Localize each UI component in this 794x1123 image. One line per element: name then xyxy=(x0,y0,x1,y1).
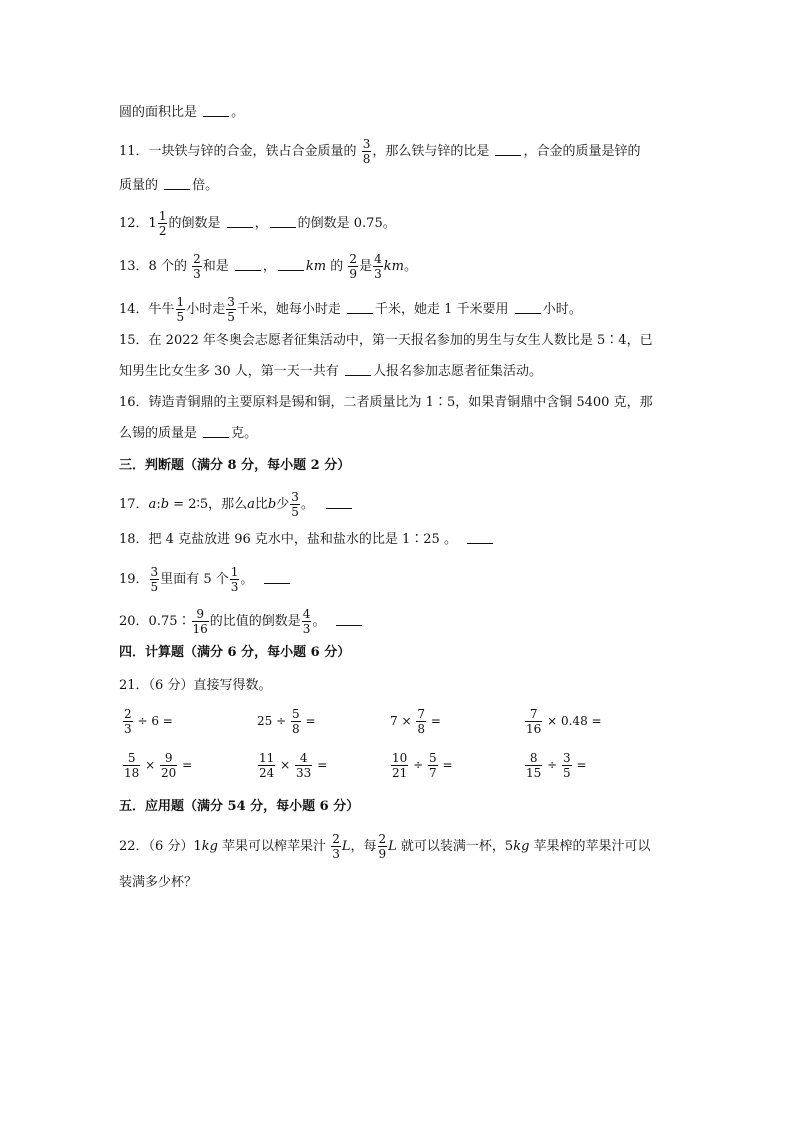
answer-blank[interactable] xyxy=(227,227,253,228)
question-22: 22．（6 分）1kg 苹果可以榨苹果汁 $\frac{2}{3}$ L，每 $\frac{2}{9}$ L 就可以装满一杯，5kg 苹果榨的苹果汁可以 xyxy=(119,832,651,861)
answer-blank[interactable] xyxy=(467,543,493,544)
fraction: $\frac{2}{3}$ xyxy=(332,832,340,861)
calc-item-8: $\frac{8}{15}$ ÷ $\frac{3}{5}$ = xyxy=(526,751,587,780)
answer-blank[interactable] xyxy=(515,313,541,314)
answer-blank[interactable] xyxy=(264,583,290,584)
question-21: 21．（6 分）直接写得数。 xyxy=(119,678,272,693)
fraction: $\frac{3}{5}$ xyxy=(291,490,299,519)
fraction: $\frac{3}{5}$ xyxy=(227,295,235,324)
question-15: 15．在 2022 年冬奥会志愿者征集活动中，第一天报名参加的男生与女生人数比是 5∶4，已 xyxy=(119,333,653,348)
question-20: 20．0.75∶ $\frac{9}{16}$ 的比值的倒数是 $\frac{4}{3}$ 。 xyxy=(119,608,364,635)
calc-item-6: $\frac{11}{24}$ × $\frac{4}{33}$ = xyxy=(259,751,328,780)
fraction: $\frac{3}{8}$ xyxy=(362,137,371,166)
calc-item-3: 7 × $\frac{7}{8}$ = xyxy=(390,707,441,736)
question-13: 13．8 个的 $\frac{2}{3}$ 和是 ， km 的 $\frac{2}{9}$ 是 $\frac{4}{3}$ km。 xyxy=(119,252,417,281)
answer-blank[interactable] xyxy=(345,375,371,376)
fraction: $\frac{9}{16}$ xyxy=(192,607,208,636)
question-15-cont: 知男生比女生多 30 人，第一天一共有 人报名参加志愿者征集活动。 xyxy=(119,364,542,379)
fraction: $\frac{2}{9}$ xyxy=(378,832,387,861)
answer-blank[interactable] xyxy=(347,313,373,314)
answer-blank[interactable] xyxy=(326,508,352,509)
calc-item-4: $\frac{7}{16}$ × 0.48 = xyxy=(526,707,602,736)
question-17: 17．a:b = 2∶5，那么a比b少 $\frac{3}{5}$ 。 xyxy=(119,491,354,518)
question-18: 18．把 4 克盐放进 96 克水中，盐和盐水的比是 1∶25 。 xyxy=(119,533,495,546)
answer-blank[interactable] xyxy=(203,116,229,117)
question-11: 11．一块铁与锌的合金，铁占合金质量的 $\frac{3}{8}$ ，那么铁与锌的比是 ，合金的质量是锌的 xyxy=(119,137,641,166)
answer-blank[interactable] xyxy=(164,189,190,190)
fraction: $\frac{4}{3}$ xyxy=(302,607,311,636)
section-3-heading: 三．判断题（满分 8 分，每小题 2 分） xyxy=(119,458,351,473)
answer-blank[interactable] xyxy=(270,227,296,228)
calc-item-5: $\frac{5}{18}$ × $\frac{9}{20}$ = xyxy=(124,751,193,780)
fraction: $\frac{2}{3}$ xyxy=(193,252,201,281)
section-5-heading: 五．应用题（满分 54 分，每小题 6 分） xyxy=(119,799,360,814)
fraction: $\frac{3}{5}$ xyxy=(150,565,159,594)
calc-item-7: $\frac{10}{21}$ ÷ $\frac{5}{7}$ = xyxy=(392,751,453,780)
answer-blank[interactable] xyxy=(278,270,304,271)
question-22-cont: 装满多少杯？ xyxy=(119,875,198,890)
question-19: 19． $\frac{3}{5}$ 里面有 5 个 $\frac{1}{3}$ 。 xyxy=(119,566,292,593)
fraction: $\frac{2}{9}$ xyxy=(349,252,358,281)
answer-blank[interactable] xyxy=(495,155,521,156)
answer-blank[interactable] xyxy=(235,270,261,271)
fraction: $\frac{4}{3}$ xyxy=(374,252,382,281)
question-12: 12．1 $\frac{1}{2}$ 的倒数是 ， 的倒数是 0.75。 xyxy=(119,209,396,238)
answer-blank[interactable] xyxy=(203,437,229,438)
calc-item-1: $\frac{2}{3}$ ÷ 6 = xyxy=(124,707,173,736)
question-16: 16．铸造青铜鼎的主要原料是锡和铜，二者质量比为 1∶5，如果青铜鼎中含铜 5400 克，那 xyxy=(119,395,653,410)
section-4-heading: 四．计算题（满分 6 分，每小题 6 分） xyxy=(119,645,351,660)
fraction: $\frac{1}{5}$ xyxy=(176,295,185,324)
question-11-cont: 质量的 倍。 xyxy=(119,178,219,193)
question-10-tail: 圆的面积比是 。 xyxy=(119,105,245,120)
question-16-cont: 么锡的质量是 克。 xyxy=(119,426,258,441)
fraction: $\frac{1}{2}$ xyxy=(158,209,167,238)
question-14: 14．牛牛 $\frac{1}{5}$ 小时走 $\frac{3}{5}$ 千米，她每小时走 千米，她走 1 千米要用 小时。 xyxy=(119,295,582,324)
answer-blank[interactable] xyxy=(336,625,362,626)
calc-item-2: 25 ÷ $\frac{5}{8}$ = xyxy=(257,707,316,736)
fraction: $\frac{1}{3}$ xyxy=(230,565,239,594)
